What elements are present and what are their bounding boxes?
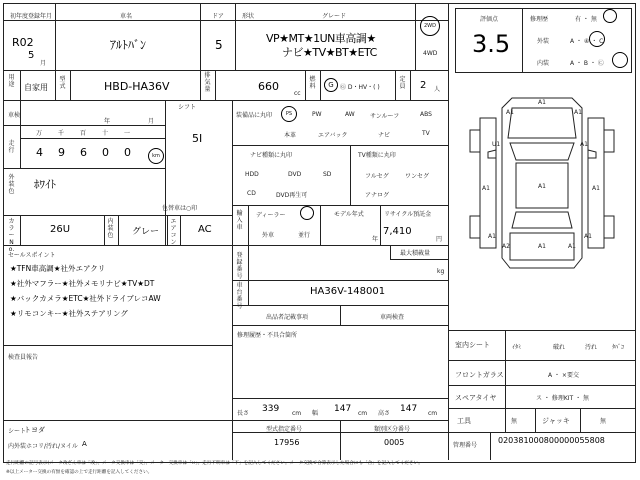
color-code-label: カラーNo. xyxy=(8,218,15,253)
nav-cd: CD xyxy=(247,190,256,197)
windshield-label: フロントガラス xyxy=(455,371,504,379)
nav-label: ナビ種類に丸印 xyxy=(250,152,293,159)
km-unit: km xyxy=(152,153,160,159)
dmg-a1-door-l: A1 xyxy=(482,185,490,192)
vehicle-inspect-label: 車両検査 xyxy=(380,314,405,321)
car-rear-window xyxy=(512,212,572,228)
wheel-rl xyxy=(470,216,480,238)
inside-opts: A ・ B ・ Ⓒ xyxy=(570,60,604,67)
fuel-selected: G xyxy=(328,81,334,89)
model-value: HBD-HA36V xyxy=(104,80,170,93)
reg-month: 5 xyxy=(28,50,35,61)
dmg-a1-fender-r: A1 xyxy=(580,141,588,148)
shape-label: 形状 xyxy=(242,13,255,20)
reg-year: R02 xyxy=(12,36,34,49)
repair-none-circle xyxy=(603,9,617,23)
equip-tv: TV xyxy=(422,130,430,137)
recycle-label: リサイクル預託金 xyxy=(384,211,432,218)
recycle-unit: 円 xyxy=(436,236,443,243)
sales-line-1: ★TFN車高調★社外エアクリ xyxy=(10,264,106,273)
dmg-a1-rear-l: A1 xyxy=(488,233,496,240)
nav-dvd-play: DVD再生可 xyxy=(276,192,308,199)
memo-value: トヨダ xyxy=(24,426,45,434)
tools-label: 工具 xyxy=(457,417,471,425)
dmg-a2-bumper: A2 xyxy=(502,243,510,250)
jack-value: 無 xyxy=(600,418,607,425)
grade-line1: VP★MT★1UN車高調★ xyxy=(266,32,376,45)
nav-dvd: DVD xyxy=(288,171,302,178)
car-hood xyxy=(508,108,576,138)
mgmt-label: 管理番号 xyxy=(453,442,478,449)
car-name: ｱﾙﾄﾊﾞﾝ xyxy=(110,38,147,52)
footer-note-2: ※以上メーター交換の有無を確認の上で走行距離を記入してください。 xyxy=(6,470,153,475)
color-change-note: 色替車は○印 xyxy=(162,205,198,212)
right-side-panel xyxy=(588,118,604,248)
tv-analog: アナログ xyxy=(365,192,390,199)
fuel-g-circle xyxy=(324,78,338,92)
equip-navi: ナビ xyxy=(378,132,391,139)
dmg-a1-door-r: A1 xyxy=(592,185,600,192)
class-value: 0005 xyxy=(384,438,405,447)
side-mirror-right xyxy=(588,150,596,158)
check-month-label: 月 xyxy=(148,118,155,125)
dealer-opt-foreign: 外車 xyxy=(262,232,275,239)
recycle-value: 7,410 xyxy=(383,226,412,237)
tools-value: 無 xyxy=(511,418,518,425)
ac-label: エアコン xyxy=(170,218,177,246)
fuel-options: Ⓖ D・HV・( ) xyxy=(340,84,380,91)
dmg-a1-front: A1 xyxy=(538,99,546,106)
drive-2wd-circle xyxy=(420,16,440,36)
dmg-a1-hood-l: A1 xyxy=(506,109,514,116)
height-label: 高さ xyxy=(378,410,391,417)
mileage-unit: 千 xyxy=(58,130,65,137)
car-damage-diagram xyxy=(452,88,632,328)
interior-color: グレー xyxy=(132,227,160,237)
score-value: 3.5 xyxy=(472,30,511,58)
class-label: 類別区分番号 xyxy=(374,426,411,433)
model-year-unit: 年 xyxy=(372,236,379,243)
repair-history-label: 修理歴 xyxy=(530,16,549,23)
equip-leather: 本革 xyxy=(284,132,297,139)
chassis-value: HA36V-148001 xyxy=(310,286,386,297)
seat-label: 室内シート xyxy=(455,341,490,349)
spare-opts: ス ・ 修理KIT ・ 無 xyxy=(536,395,589,402)
drive-2wd: 2WD xyxy=(424,23,436,29)
ac-value: AC xyxy=(198,224,212,235)
length-label: 長さ xyxy=(237,410,250,417)
mileage-unit: 百 xyxy=(80,130,87,137)
mileage-unit: 万 xyxy=(36,130,43,137)
car-name-label: 車名 xyxy=(120,13,133,20)
capacity-value: 2 xyxy=(420,80,427,91)
wheel-rr xyxy=(604,216,614,238)
tv-oneseg: ワンセグ xyxy=(405,173,430,180)
type-cert-value: 17956 xyxy=(274,438,300,447)
left-side-panel xyxy=(480,118,496,248)
interior-color-label: 内装色 xyxy=(107,218,114,239)
dmg-a1-bumper-m: A1 xyxy=(538,243,546,250)
mileage-digit: 6 xyxy=(80,146,87,159)
dmg-a1-bumper-r: A1 xyxy=(568,243,576,250)
inspector-label: 検査員報告 xyxy=(8,354,39,361)
vehicle-check-label: 車検 xyxy=(8,112,21,119)
tv-label: TV種類に丸印 xyxy=(358,152,396,159)
equip-abs: ABS xyxy=(420,111,432,118)
equip-aw: AW xyxy=(345,111,355,118)
length-unit: cm xyxy=(292,410,302,417)
score-label: 評価点 xyxy=(480,16,499,23)
usage-value: 自家用 xyxy=(24,83,48,92)
mileage-unit: 十 xyxy=(102,130,109,137)
equip-airbag: エアバック xyxy=(318,132,348,139)
exterior-opts: A ・ ④ ・ C xyxy=(570,38,604,45)
exterior-grade-circle xyxy=(589,31,605,47)
tv-fullseg: フルセグ xyxy=(365,173,389,180)
color-label: 外装色 xyxy=(8,174,15,195)
check-year-label: 年 xyxy=(104,118,111,125)
equipment-label: 装備品に丸印 xyxy=(236,112,273,119)
equip-ps: PS xyxy=(285,111,293,117)
color-code: 26U xyxy=(50,224,71,235)
dealer-opt-parallel: 並行 xyxy=(298,232,311,239)
height-value: 147 xyxy=(400,404,418,414)
mileage-label: 走行 xyxy=(8,140,15,154)
wheel-fr xyxy=(604,130,614,152)
length-value: 339 xyxy=(262,404,280,414)
mileage-unit: 一 xyxy=(124,130,131,137)
inner-value: A xyxy=(82,440,87,448)
color-value: ﾎﾜｲﾄ xyxy=(34,178,56,191)
car-windshield xyxy=(510,143,574,160)
dmg-a1-rear-r: A1 xyxy=(584,233,592,240)
mileage-digit: 0 xyxy=(124,146,131,159)
inside-label: 内装 xyxy=(537,60,550,67)
km-circle xyxy=(148,148,164,164)
height-unit: cm xyxy=(428,410,438,417)
windshield-opts: A ・ ×要交 xyxy=(548,372,579,379)
model-year-label: モデル年式 xyxy=(334,211,364,218)
side-mirror-left xyxy=(488,150,496,158)
shift-value: 5I xyxy=(192,132,203,145)
dmg-a1-roof: A1 xyxy=(538,183,546,190)
sales-line-3: ★バックカメラ★ETC★社外ドライブレコAW xyxy=(10,294,161,303)
inner-label: 内外装ホコリ/汚れ/ヌイル xyxy=(8,443,78,450)
chassis-label: 車台番号 xyxy=(236,282,243,310)
equip-sunroof: サンルーフ xyxy=(370,113,400,120)
jack-label: ジャッキ xyxy=(542,417,570,425)
import-label: 輸入車 xyxy=(236,210,243,231)
mileage-digit: 9 xyxy=(58,146,65,159)
wheel-fl xyxy=(470,130,480,152)
capacity-unit: 人 xyxy=(434,86,441,93)
fuel-label: 燃料 xyxy=(309,76,316,90)
reg-year-label: 初年度登録年月 xyxy=(10,13,53,20)
grade-line2: ナビ★TV★BT★ETC xyxy=(282,46,377,59)
shift-label: シフト xyxy=(178,104,197,111)
dmg-a1-hood-r: A1 xyxy=(574,109,582,116)
equip-pw: PW xyxy=(312,111,322,118)
capacity-label: 定員 xyxy=(399,76,406,90)
sales-line-4: ★リモコンキー★社外ステアリング xyxy=(10,309,128,318)
seat-opt-wear: ｲﾀﾐ xyxy=(512,344,522,351)
dmg-u1-fender: U1 xyxy=(492,141,501,148)
type-cert-label: 型式指定番号 xyxy=(266,426,303,433)
max-load-label: 最大積載量 xyxy=(400,250,431,257)
memo-label: シート xyxy=(8,428,27,435)
nav-hdd: HDD xyxy=(245,171,259,178)
seat-opt-tear: 破れ xyxy=(553,344,566,351)
ps-circle xyxy=(281,106,297,122)
width-label: 幅 xyxy=(312,410,319,417)
seller-report-label: 出品者記載事項 xyxy=(266,314,309,321)
spare-label: スペアタイヤ xyxy=(455,394,497,402)
usage-label: 用途 xyxy=(8,74,15,88)
sales-line-2: ★社外マフラー★社外メモリナビ★TV★DT xyxy=(10,279,155,288)
mgmt-value: 020381000800000055808 xyxy=(498,436,605,445)
repair-history-section-label: 修理履歴・不具合箇所 xyxy=(237,332,298,339)
seat-opt-dirt: 汚れ xyxy=(585,344,598,351)
doors-value: 5 xyxy=(215,38,223,52)
repair-history-opts: 有 ・ 無 xyxy=(575,16,597,23)
month-unit: 月 xyxy=(40,60,47,67)
displacement-value: 660 xyxy=(258,80,279,93)
footer-note-1: 走行距離の記号表示(メータ改ざん車は「改」、メータ交換車は「交」、メータ・交換車は「×」。走行不明車は「不」を記入してください。メータ交換で合算表示した場合にも「合」を記入してください。 xyxy=(6,461,423,466)
exterior-label: 外装 xyxy=(537,38,550,45)
doors-label: ドア xyxy=(212,13,224,20)
kg-unit: kg xyxy=(437,268,445,275)
dealer-circle xyxy=(300,206,314,220)
width-value: 147 xyxy=(334,404,352,414)
grade-label: グレード xyxy=(322,13,347,20)
mileage-digit: 0 xyxy=(102,146,109,159)
width-unit: cm xyxy=(358,410,368,417)
nav-sd: SD xyxy=(323,171,332,178)
inside-grade-circle xyxy=(612,52,628,68)
model-label: 型式 xyxy=(59,76,66,90)
cc-unit: cc xyxy=(294,90,301,97)
seat-opt-tobacco: ﾀﾊﾞｺ xyxy=(612,344,625,351)
reg-no-label: 登録番号 xyxy=(236,252,243,280)
mileage-digit: 4 xyxy=(36,146,43,159)
sales-points-label: セールスポイント xyxy=(8,252,56,259)
drive-4wd: 4WD xyxy=(423,50,438,57)
displacement-label: 排気量 xyxy=(204,72,211,93)
dealer-label: ディーラー xyxy=(256,212,286,219)
